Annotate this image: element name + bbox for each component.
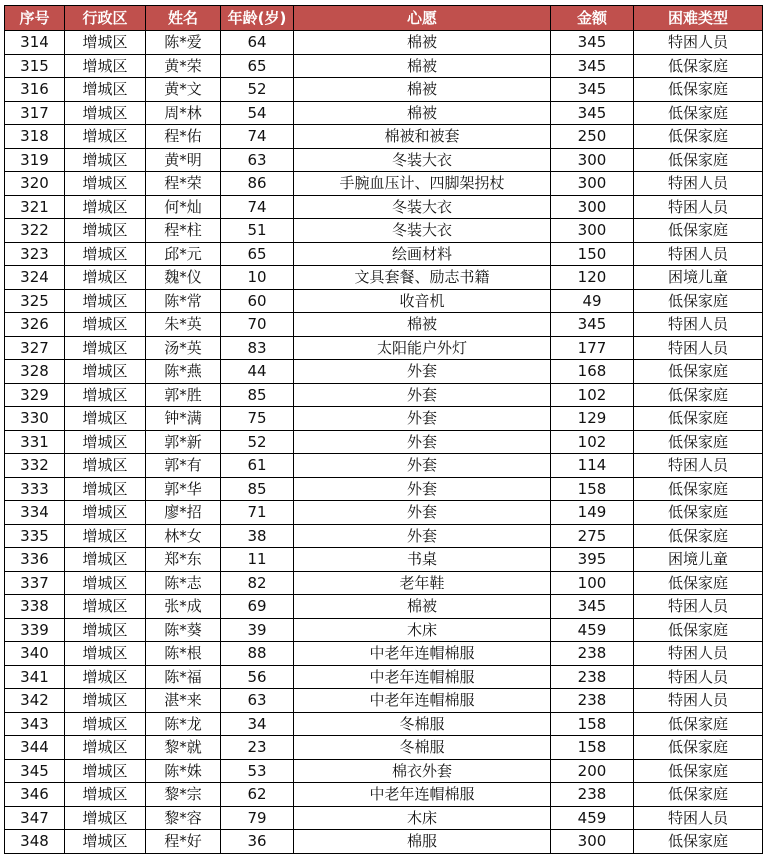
cell-index: 322	[5, 219, 65, 243]
table-row	[5, 407, 763, 431]
table-row	[5, 736, 763, 760]
cell-wish: 棉衣外套	[294, 759, 551, 783]
cell-amount: 158	[551, 477, 634, 501]
cell-wish: 外套	[294, 407, 551, 431]
cell-amount: 395	[551, 548, 634, 572]
cell-hardship-type: 低保家庭	[634, 360, 763, 384]
cell-district: 增城区	[65, 31, 146, 55]
cell-district: 增城区	[65, 219, 146, 243]
cell-name: 黎*宗	[146, 783, 221, 807]
cell-age: 23	[221, 736, 294, 760]
cell-wish: 书桌	[294, 548, 551, 572]
cell-name: 黎*容	[146, 806, 221, 830]
cell-amount: 345	[551, 31, 634, 55]
table-row	[5, 665, 763, 689]
wish-list-sheet	[4, 5, 762, 861]
table-row	[5, 430, 763, 454]
cell-name: 黄*明	[146, 148, 221, 172]
table-row	[5, 383, 763, 407]
cell-name: 程*柱	[146, 219, 221, 243]
cell-age: 10	[221, 266, 294, 290]
cell-amount: 129	[551, 407, 634, 431]
cell-age: 74	[221, 195, 294, 219]
cell-name: 陈*燕	[146, 360, 221, 384]
cell-hardship-type: 特困人员	[634, 665, 763, 689]
table-header	[5, 6, 763, 31]
cell-index: 337	[5, 571, 65, 595]
cell-amount: 102	[551, 430, 634, 454]
table-row	[5, 336, 763, 360]
cell-hardship-type: 低保家庭	[634, 78, 763, 102]
cell-name: 程*荣	[146, 172, 221, 196]
cell-wish: 中老年连帽棉服	[294, 665, 551, 689]
cell-wish: 太阳能户外灯	[294, 336, 551, 360]
cell-age: 60	[221, 289, 294, 313]
cell-name: 郭*华	[146, 477, 221, 501]
cell-amount: 459	[551, 806, 634, 830]
cell-hardship-type: 特困人员	[634, 242, 763, 266]
cell-wish: 冬装大衣	[294, 195, 551, 219]
table-row	[5, 571, 763, 595]
cell-district: 增城区	[65, 783, 146, 807]
cell-district: 增城区	[65, 548, 146, 572]
cell-amount: 120	[551, 266, 634, 290]
cell-amount: 49	[551, 289, 634, 313]
cell-wish: 棉服	[294, 830, 551, 854]
cell-wish: 外套	[294, 524, 551, 548]
cell-district: 增城区	[65, 618, 146, 642]
cell-name: 陈*志	[146, 571, 221, 595]
cell-age: 61	[221, 454, 294, 478]
cell-wish: 手腕血压计、四脚架拐杖	[294, 172, 551, 196]
table-row	[5, 242, 763, 266]
table-body	[5, 31, 763, 854]
cell-name: 陈*常	[146, 289, 221, 313]
cell-hardship-type: 特困人员	[634, 313, 763, 337]
cell-amount: 345	[551, 54, 634, 78]
cell-wish: 文具套餐、励志书籍	[294, 266, 551, 290]
cell-amount: 177	[551, 336, 634, 360]
cell-name: 黄*荣	[146, 54, 221, 78]
table-row	[5, 548, 763, 572]
cell-district: 增城区	[65, 689, 146, 713]
cell-amount: 300	[551, 148, 634, 172]
cell-district: 增城区	[65, 383, 146, 407]
cell-index: 326	[5, 313, 65, 337]
cell-amount: 200	[551, 759, 634, 783]
cell-hardship-type: 低保家庭	[634, 501, 763, 525]
cell-hardship-type: 低保家庭	[634, 477, 763, 501]
cell-wish: 老年鞋	[294, 571, 551, 595]
table-row	[5, 595, 763, 619]
table-row	[5, 31, 763, 55]
cell-district: 增城区	[65, 289, 146, 313]
cell-wish: 棉被	[294, 54, 551, 78]
cell-district: 增城区	[65, 830, 146, 854]
cell-district: 增城区	[65, 806, 146, 830]
cell-index: 332	[5, 454, 65, 478]
cell-amount: 345	[551, 101, 634, 125]
cell-district: 增城区	[65, 665, 146, 689]
cell-age: 82	[221, 571, 294, 595]
cell-wish: 收音机	[294, 289, 551, 313]
cell-wish: 木床	[294, 806, 551, 830]
cell-amount: 238	[551, 665, 634, 689]
cell-hardship-type: 低保家庭	[634, 219, 763, 243]
cell-name: 何*灿	[146, 195, 221, 219]
cell-amount: 459	[551, 618, 634, 642]
table-row	[5, 830, 763, 854]
cell-name: 陈*葵	[146, 618, 221, 642]
cell-age: 11	[221, 548, 294, 572]
cell-name: 陈*福	[146, 665, 221, 689]
cell-name: 张*成	[146, 595, 221, 619]
cell-age: 51	[221, 219, 294, 243]
cell-age: 53	[221, 759, 294, 783]
header-col-name: 姓名	[146, 6, 221, 31]
cell-index: 314	[5, 31, 65, 55]
table-row	[5, 195, 763, 219]
cell-hardship-type: 低保家庭	[634, 125, 763, 149]
cell-amount: 300	[551, 219, 634, 243]
cell-index: 318	[5, 125, 65, 149]
cell-district: 增城区	[65, 736, 146, 760]
cell-district: 增城区	[65, 524, 146, 548]
cell-wish: 棉被	[294, 313, 551, 337]
cell-index: 325	[5, 289, 65, 313]
table-row	[5, 618, 763, 642]
cell-name: 郭*有	[146, 454, 221, 478]
cell-hardship-type: 低保家庭	[634, 407, 763, 431]
cell-age: 74	[221, 125, 294, 149]
cell-age: 75	[221, 407, 294, 431]
cell-wish: 棉被	[294, 31, 551, 55]
cell-name: 郭*新	[146, 430, 221, 454]
table-row	[5, 148, 763, 172]
cell-wish: 棉被	[294, 78, 551, 102]
cell-hardship-type: 特困人员	[634, 689, 763, 713]
cell-wish: 棉被	[294, 101, 551, 125]
cell-wish: 中老年连帽棉服	[294, 642, 551, 666]
cell-amount: 345	[551, 78, 634, 102]
cell-hardship-type: 低保家庭	[634, 101, 763, 125]
header-col-amount: 金额	[551, 6, 634, 31]
cell-age: 63	[221, 148, 294, 172]
cell-age: 85	[221, 477, 294, 501]
cell-district: 增城区	[65, 54, 146, 78]
cell-index: 319	[5, 148, 65, 172]
cell-hardship-type: 低保家庭	[634, 736, 763, 760]
cell-age: 65	[221, 54, 294, 78]
cell-amount: 158	[551, 736, 634, 760]
cell-amount: 300	[551, 195, 634, 219]
table-row	[5, 454, 763, 478]
cell-district: 增城区	[65, 759, 146, 783]
cell-index: 339	[5, 618, 65, 642]
cell-hardship-type: 低保家庭	[634, 712, 763, 736]
cell-district: 增城区	[65, 595, 146, 619]
cell-index: 334	[5, 501, 65, 525]
cell-age: 85	[221, 383, 294, 407]
cell-district: 增城区	[65, 195, 146, 219]
cell-district: 增城区	[65, 148, 146, 172]
cell-amount: 150	[551, 242, 634, 266]
cell-hardship-type: 低保家庭	[634, 830, 763, 854]
cell-index: 321	[5, 195, 65, 219]
cell-name: 黄*文	[146, 78, 221, 102]
cell-district: 增城区	[65, 712, 146, 736]
cell-amount: 102	[551, 383, 634, 407]
cell-name: 程*好	[146, 830, 221, 854]
cell-hardship-type: 特困人员	[634, 31, 763, 55]
cell-age: 44	[221, 360, 294, 384]
cell-amount: 275	[551, 524, 634, 548]
cell-age: 79	[221, 806, 294, 830]
cell-index: 343	[5, 712, 65, 736]
cell-hardship-type: 低保家庭	[634, 571, 763, 595]
cell-name: 黎*就	[146, 736, 221, 760]
cell-district: 增城区	[65, 407, 146, 431]
cell-hardship-type: 困境儿童	[634, 548, 763, 572]
cell-hardship-type: 特困人员	[634, 595, 763, 619]
cell-amount: 238	[551, 642, 634, 666]
cell-age: 71	[221, 501, 294, 525]
cell-wish: 外套	[294, 383, 551, 407]
cell-district: 增城区	[65, 430, 146, 454]
cell-amount: 100	[551, 571, 634, 595]
cell-hardship-type: 低保家庭	[634, 759, 763, 783]
cell-district: 增城区	[65, 571, 146, 595]
cell-name: 廖*招	[146, 501, 221, 525]
cell-name: 陈*姝	[146, 759, 221, 783]
cell-amount: 238	[551, 783, 634, 807]
cell-hardship-type: 低保家庭	[634, 148, 763, 172]
cell-age: 64	[221, 31, 294, 55]
cell-wish: 棉被和被套	[294, 125, 551, 149]
cell-name: 湛*来	[146, 689, 221, 713]
table-row	[5, 313, 763, 337]
cell-hardship-type: 特困人员	[634, 336, 763, 360]
cell-name: 邱*元	[146, 242, 221, 266]
table-row	[5, 172, 763, 196]
cell-wish: 中老年连帽棉服	[294, 783, 551, 807]
cell-wish: 冬棉服	[294, 736, 551, 760]
cell-age: 88	[221, 642, 294, 666]
cell-age: 36	[221, 830, 294, 854]
table-row	[5, 783, 763, 807]
cell-hardship-type: 低保家庭	[634, 783, 763, 807]
cell-index: 320	[5, 172, 65, 196]
cell-amount: 149	[551, 501, 634, 525]
cell-amount: 114	[551, 454, 634, 478]
cell-index: 328	[5, 360, 65, 384]
cell-wish: 外套	[294, 454, 551, 478]
cell-index: 336	[5, 548, 65, 572]
cell-age: 69	[221, 595, 294, 619]
cell-index: 347	[5, 806, 65, 830]
cell-district: 增城区	[65, 125, 146, 149]
cell-hardship-type: 困境儿童	[634, 266, 763, 290]
cell-index: 345	[5, 759, 65, 783]
cell-wish: 冬装大衣	[294, 219, 551, 243]
header-col-district: 行政区	[65, 6, 146, 31]
cell-index: 338	[5, 595, 65, 619]
cell-age: 70	[221, 313, 294, 337]
cell-name: 陈*龙	[146, 712, 221, 736]
cell-hardship-type: 特困人员	[634, 172, 763, 196]
cell-amount: 300	[551, 172, 634, 196]
cell-wish: 木床	[294, 618, 551, 642]
cell-district: 增城区	[65, 101, 146, 125]
cell-wish: 棉被	[294, 595, 551, 619]
cell-age: 86	[221, 172, 294, 196]
table-row	[5, 266, 763, 290]
header-col-hardship-type: 困难类型	[634, 6, 763, 31]
cell-name: 魏*仪	[146, 266, 221, 290]
cell-index: 335	[5, 524, 65, 548]
cell-hardship-type: 特困人员	[634, 806, 763, 830]
cell-wish: 绘画材料	[294, 242, 551, 266]
table-row	[5, 289, 763, 313]
cell-index: 333	[5, 477, 65, 501]
cell-age: 52	[221, 430, 294, 454]
cell-age: 34	[221, 712, 294, 736]
table-row	[5, 477, 763, 501]
cell-age: 62	[221, 783, 294, 807]
cell-name: 陈*根	[146, 642, 221, 666]
cell-name: 郑*东	[146, 548, 221, 572]
cell-wish: 外套	[294, 360, 551, 384]
cell-district: 增城区	[65, 266, 146, 290]
cell-amount: 250	[551, 125, 634, 149]
cell-index: 330	[5, 407, 65, 431]
cell-district: 增城区	[65, 313, 146, 337]
cell-index: 331	[5, 430, 65, 454]
cell-amount: 345	[551, 595, 634, 619]
cell-amount: 168	[551, 360, 634, 384]
cell-hardship-type: 低保家庭	[634, 383, 763, 407]
header-row	[5, 6, 763, 31]
cell-hardship-type: 低保家庭	[634, 430, 763, 454]
cell-district: 增城区	[65, 172, 146, 196]
cell-name: 朱*英	[146, 313, 221, 337]
table-row	[5, 125, 763, 149]
table-row	[5, 360, 763, 384]
cell-age: 52	[221, 78, 294, 102]
wish-list-table	[4, 5, 763, 854]
cell-hardship-type: 低保家庭	[634, 54, 763, 78]
cell-district: 增城区	[65, 454, 146, 478]
table-row	[5, 219, 763, 243]
cell-hardship-type: 低保家庭	[634, 618, 763, 642]
cell-name: 钟*满	[146, 407, 221, 431]
cell-district: 增城区	[65, 477, 146, 501]
cell-age: 65	[221, 242, 294, 266]
cell-index: 342	[5, 689, 65, 713]
table-row	[5, 689, 763, 713]
cell-name: 郭*胜	[146, 383, 221, 407]
cell-name: 陈*爱	[146, 31, 221, 55]
cell-wish: 中老年连帽棉服	[294, 689, 551, 713]
cell-amount: 158	[551, 712, 634, 736]
cell-district: 增城区	[65, 242, 146, 266]
cell-district: 增城区	[65, 360, 146, 384]
cell-index: 315	[5, 54, 65, 78]
cell-district: 增城区	[65, 642, 146, 666]
cell-age: 56	[221, 665, 294, 689]
cell-index: 317	[5, 101, 65, 125]
cell-wish: 冬棉服	[294, 712, 551, 736]
cell-hardship-type: 低保家庭	[634, 524, 763, 548]
cell-index: 316	[5, 78, 65, 102]
cell-hardship-type: 特困人员	[634, 195, 763, 219]
table-row	[5, 501, 763, 525]
cell-index: 323	[5, 242, 65, 266]
cell-age: 39	[221, 618, 294, 642]
header-col-age: 年龄(岁)	[221, 6, 294, 31]
table-row	[5, 759, 763, 783]
cell-wish: 外套	[294, 430, 551, 454]
cell-age: 54	[221, 101, 294, 125]
cell-hardship-type: 特困人员	[634, 642, 763, 666]
table-row	[5, 712, 763, 736]
header-col-index: 序号	[5, 6, 65, 31]
table-row	[5, 101, 763, 125]
table-row	[5, 524, 763, 548]
cell-name: 程*佑	[146, 125, 221, 149]
cell-index: 340	[5, 642, 65, 666]
cell-wish: 冬装大衣	[294, 148, 551, 172]
cell-amount: 238	[551, 689, 634, 713]
cell-index: 341	[5, 665, 65, 689]
cell-index: 344	[5, 736, 65, 760]
cell-index: 329	[5, 383, 65, 407]
cell-hardship-type: 特困人员	[634, 454, 763, 478]
table-row	[5, 54, 763, 78]
cell-district: 增城区	[65, 501, 146, 525]
cell-age: 83	[221, 336, 294, 360]
cell-amount: 300	[551, 830, 634, 854]
cell-name: 林*女	[146, 524, 221, 548]
cell-name: 汤*英	[146, 336, 221, 360]
cell-hardship-type: 低保家庭	[634, 289, 763, 313]
cell-district: 增城区	[65, 336, 146, 360]
cell-district: 增城区	[65, 78, 146, 102]
cell-age: 38	[221, 524, 294, 548]
cell-name: 周*林	[146, 101, 221, 125]
table-row	[5, 806, 763, 830]
cell-index: 324	[5, 266, 65, 290]
cell-index: 348	[5, 830, 65, 854]
cell-index: 346	[5, 783, 65, 807]
cell-wish: 外套	[294, 501, 551, 525]
cell-amount: 345	[551, 313, 634, 337]
cell-wish: 外套	[294, 477, 551, 501]
table-row	[5, 642, 763, 666]
header-col-wish: 心愿	[294, 6, 551, 31]
cell-index: 327	[5, 336, 65, 360]
table-row	[5, 78, 763, 102]
cell-age: 63	[221, 689, 294, 713]
